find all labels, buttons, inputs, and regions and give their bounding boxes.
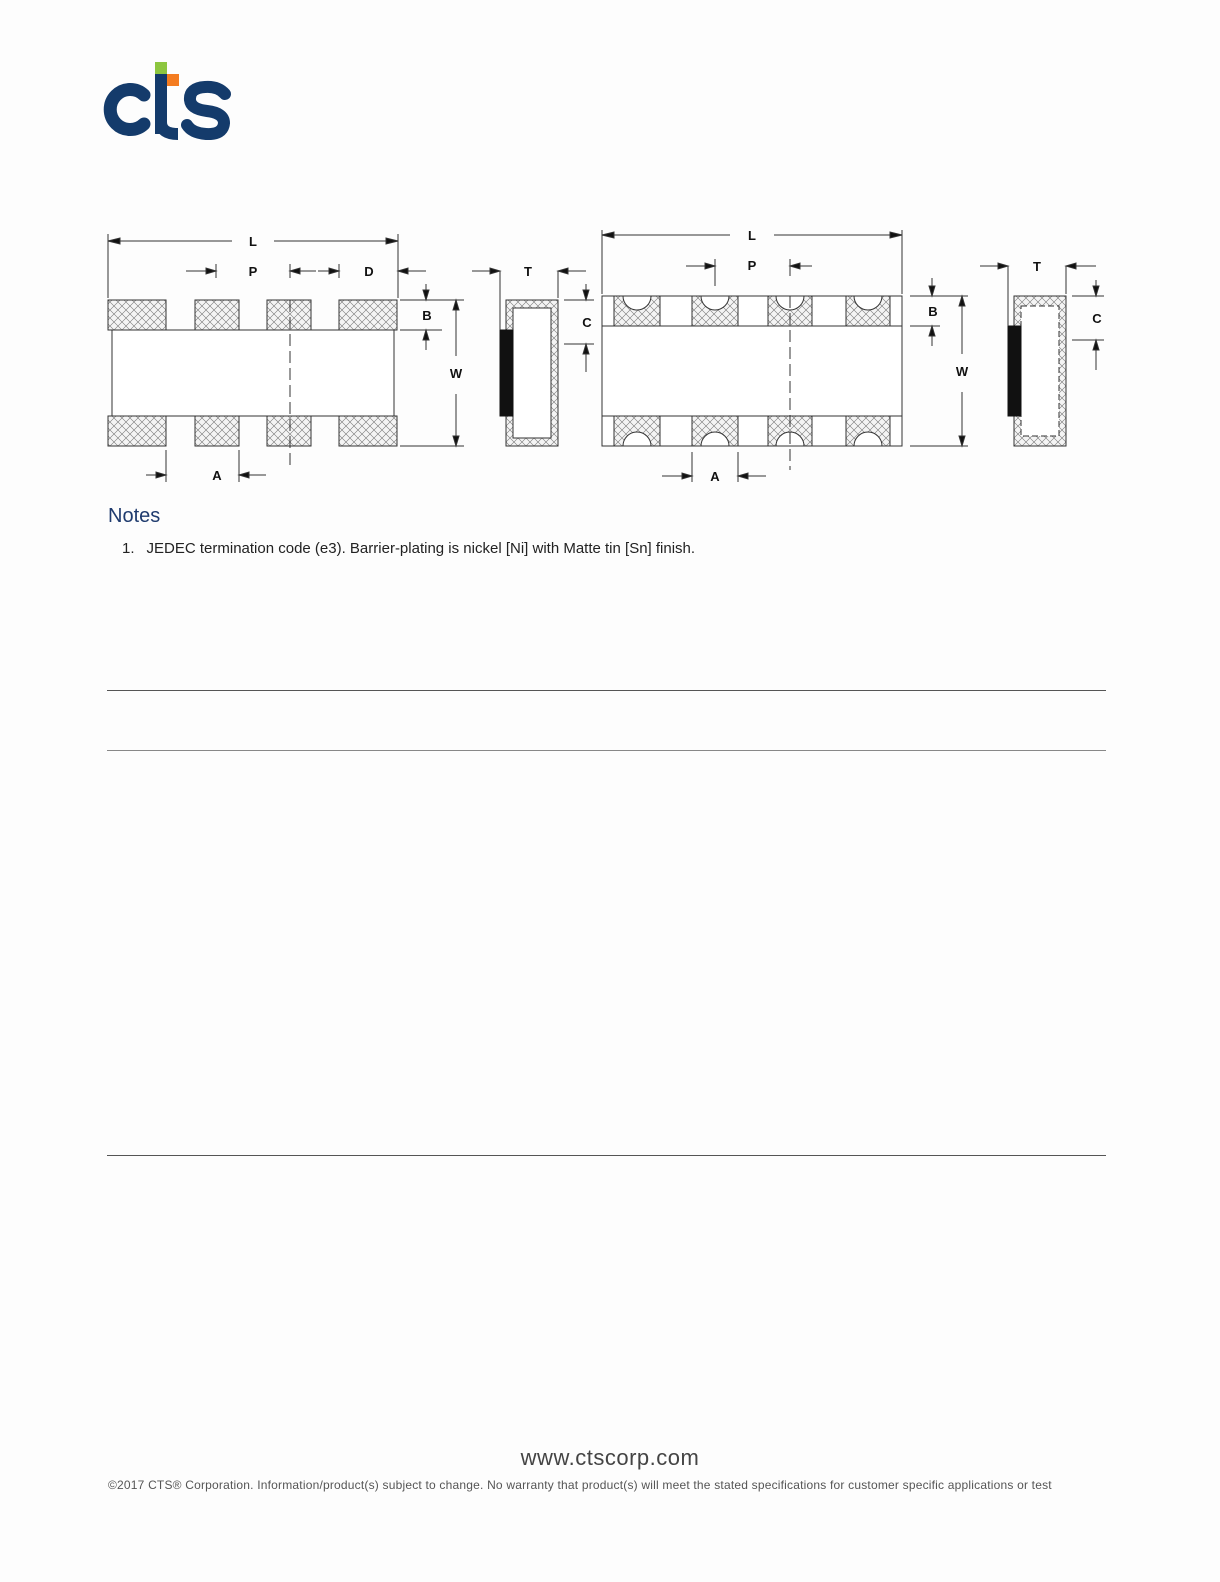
right-side-view: [980, 263, 1104, 446]
dim-label-T-right: T: [1033, 259, 1041, 274]
divider: [107, 750, 1106, 751]
note-item: [122, 540, 695, 557]
dim-label-B: B: [422, 308, 432, 323]
right-top-view: [602, 230, 968, 482]
dimension-drawing: [106, 226, 1108, 492]
website-link[interactable]: www.ctscorp.com: [520, 1445, 700, 1470]
dim-label-P: P: [248, 264, 258, 279]
dim-label-C-right: C: [1092, 311, 1102, 326]
dim-label-L-right: L: [748, 228, 756, 243]
dim-label-W-right: W: [955, 364, 969, 379]
footer-disclaimer: ©2017 CTS® Corporation. Information/product(s) subject to change. No warranty that product(s) will meet the stated specifications for customer specific applications or test: [108, 1478, 1052, 1492]
left-side-view: [472, 268, 594, 446]
dim-label-L: L: [249, 234, 257, 249]
left-top-view: [108, 234, 464, 482]
dim-label-A-right: A: [710, 469, 720, 484]
notes-heading: Notes: [108, 505, 161, 527]
cts-logo: [100, 60, 232, 140]
dim-label-P-right: P: [747, 258, 757, 273]
note-number: 1.: [122, 540, 135, 557]
note-text: JEDEC termination code (e3). Barrier-plating is nickel [Ni] with Matte tin [Sn] finish.: [146, 540, 696, 557]
dim-label-B-right: B: [928, 304, 938, 319]
divider: [107, 1155, 1106, 1156]
dim-label-D: D: [364, 264, 374, 279]
divider: [107, 690, 1106, 691]
dim-label-A: A: [212, 468, 222, 483]
dim-label-T: T: [524, 264, 532, 279]
dim-label-C: C: [582, 315, 592, 330]
dim-label-W: W: [449, 366, 463, 381]
notes-list: [122, 540, 695, 557]
